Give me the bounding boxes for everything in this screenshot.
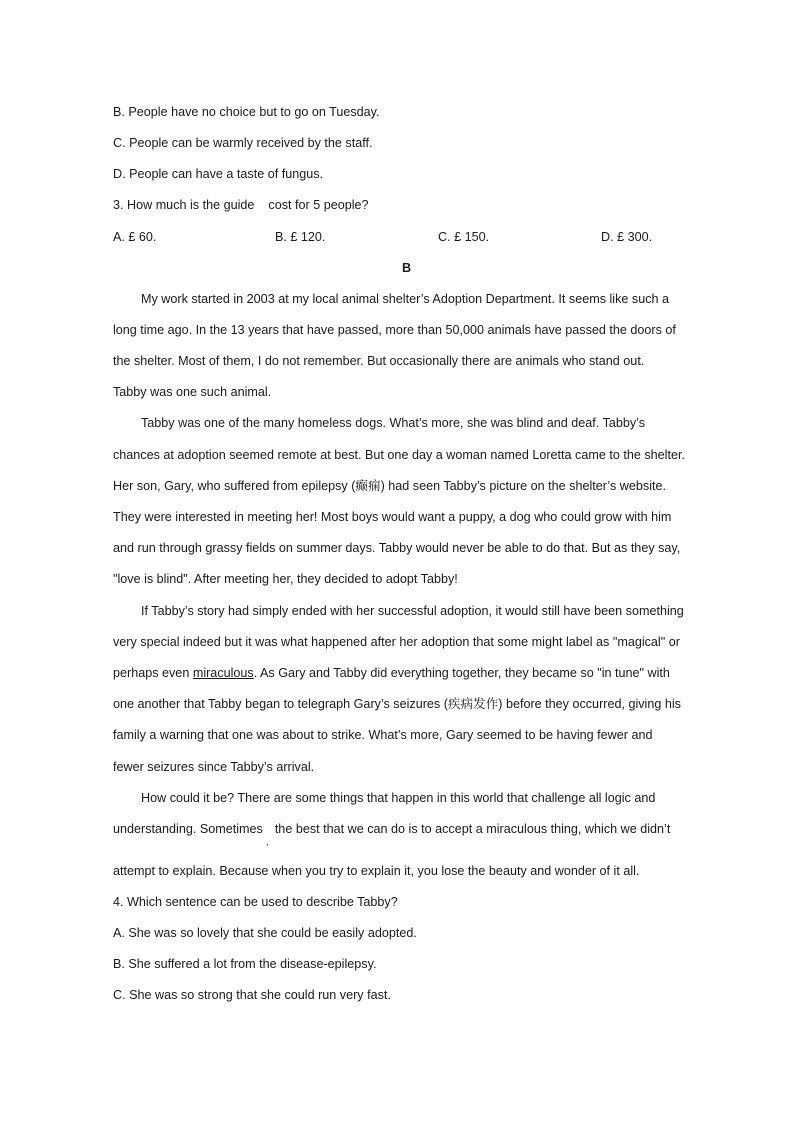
q2-option-b: B. People have no choice but to go on Tuesday. bbox=[113, 105, 380, 119]
q3-option-a: A. £ 60. bbox=[113, 230, 157, 244]
q3-question bbox=[113, 197, 369, 213]
para3-line: fewer seizures since Tabby’s arrival. bbox=[113, 760, 315, 774]
q3-option-b: B. £ 120. bbox=[275, 230, 326, 244]
underlined-word: miraculous bbox=[192, 666, 254, 680]
q3-option-c: C. £ 150. bbox=[438, 230, 490, 244]
para1-line: Tabby was one such animal. bbox=[113, 385, 272, 399]
para1-line: long time ago. In the 13 years that have passed, more than 50,000 animals have passed the doors of bbox=[113, 323, 676, 337]
section-heading: B bbox=[401, 261, 412, 275]
q4-option-b: B. She suffered a lot from the disease-epilepsy. bbox=[113, 957, 377, 971]
para2-line: They were interested in meeting her! Most boys would want a puppy, a dog who could grow with him bbox=[113, 510, 672, 524]
para3-line: family a warning that one was about to strike. What’s more, Gary seemed to be having fewer and bbox=[113, 728, 653, 742]
para3-line: one another that Tabby began to telegraph Gary’s seizures (疾病发作) before they occurred, giving his bbox=[113, 697, 681, 711]
para4-line2-start: understanding. Sometimes bbox=[113, 822, 263, 836]
stray-comma: , bbox=[266, 837, 269, 847]
para4-line bbox=[113, 821, 670, 837]
para4-line: attempt to explain. Because when you try to explain it, you lose the beauty and wonder of it all. bbox=[113, 864, 640, 878]
q3-question-start: 3. How much is the guide bbox=[113, 198, 255, 212]
q2-option-c: C. People can be warmly received by the staff. bbox=[113, 136, 373, 150]
para3-line: If Tabby’s story had simply ended with her successful adoption, it would still have been something bbox=[141, 604, 684, 618]
para1-line: My work started in 2003 at my local animal shelter’s Adoption Department. It seems like such a bbox=[141, 292, 670, 306]
q4-question: 4. Which sentence can be used to describe Tabby? bbox=[113, 895, 398, 909]
q4-option-c: C. She was so strong that she could run very fast. bbox=[113, 988, 391, 1002]
q3-option-d: D. £ 300. bbox=[601, 230, 653, 244]
para1-line: the shelter. Most of them, I do not remember. But occasionally there are animals who stand out. bbox=[113, 354, 645, 368]
q4-option-a: A. She was so lovely that she could be easily adopted. bbox=[113, 926, 417, 940]
q2-option-d: D. People can have a taste of fungus. bbox=[113, 167, 324, 181]
para2-line: Her son, Gary, who suffered from epilepsy (癫痫) had seen Tabby’s picture on the shelter’s website. bbox=[113, 479, 666, 493]
para2-line: chances at adoption seemed remote at best. But one day a woman named Loretta came to the shelter. bbox=[113, 448, 685, 462]
para3-line: very special indeed but it was what happened after her adoption that some might label as "magical" or bbox=[113, 635, 680, 649]
para2-line: Tabby was one of the many homeless dogs. What’s more, she was blind and deaf. Tabby’s bbox=[141, 416, 646, 430]
para4-line2-end: the best that we can do is to accept a miraculous thing, which we didn’t bbox=[274, 822, 671, 836]
para2-line: "love is blind". After meeting her, they decided to adopt Tabby! bbox=[113, 572, 458, 586]
para4-line: How could it be? There are some things that happen in this world that challenge all logic and bbox=[141, 791, 656, 805]
para2-line: and run through grassy fields on summer days. Tabby would never be able to do that. But as they say, bbox=[113, 541, 681, 555]
para3-line3-end: . As Gary and Tabby did everything together, they became so "in tune" with bbox=[253, 666, 670, 680]
q3-question-end: cost for 5 people? bbox=[268, 198, 369, 212]
para3-line3-start: perhaps even bbox=[113, 666, 193, 680]
para3-line bbox=[113, 665, 670, 681]
